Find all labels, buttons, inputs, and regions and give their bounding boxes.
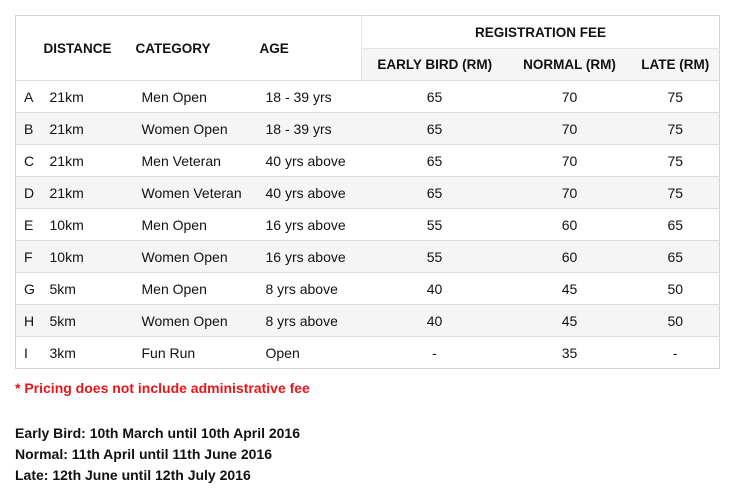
row-normal-fee: 60: [508, 209, 632, 241]
row-id: G: [16, 273, 44, 305]
row-normal-fee: 70: [508, 81, 632, 113]
header-registration-fee: REGISTRATION FEE: [362, 16, 720, 49]
row-id: E: [16, 209, 44, 241]
row-early-bird-fee: 65: [362, 81, 508, 113]
row-early-bird-fee: 40: [362, 273, 508, 305]
row-distance: 21km: [44, 145, 136, 177]
row-normal-fee: 60: [508, 241, 632, 273]
row-id: C: [16, 145, 44, 177]
row-distance: 5km: [44, 305, 136, 337]
row-category: Women Open: [136, 241, 260, 273]
row-id: B: [16, 113, 44, 145]
row-distance: 21km: [44, 113, 136, 145]
row-category: Women Open: [136, 113, 260, 145]
row-normal-fee: 45: [508, 273, 632, 305]
row-distance: 21km: [44, 81, 136, 113]
row-early-bird-fee: 55: [362, 209, 508, 241]
row-late-fee: 65: [632, 209, 720, 241]
row-age: 8 yrs above: [260, 273, 362, 305]
row-normal-fee: 70: [508, 113, 632, 145]
row-distance: 21km: [44, 177, 136, 209]
row-early-bird-fee: 65: [362, 113, 508, 145]
row-category: Women Open: [136, 305, 260, 337]
row-distance: 3km: [44, 337, 136, 369]
header-category: CATEGORY: [135, 40, 211, 56]
row-late-fee: 65: [632, 241, 720, 273]
row-early-bird-fee: 65: [362, 177, 508, 209]
row-early-bird-fee: 40: [362, 305, 508, 337]
table-row: [16, 145, 720, 177]
row-late-fee: 75: [632, 177, 720, 209]
header-late: LATE (RM): [632, 49, 720, 81]
row-id: A: [16, 81, 44, 113]
row-age: Open: [260, 337, 362, 369]
row-age: 18 - 39 yrs: [260, 113, 362, 145]
normal-period: Normal: 11th April until 11th June 2016: [15, 446, 272, 462]
row-id: F: [16, 241, 44, 273]
row-category: Men Open: [136, 273, 260, 305]
row-late-fee: 50: [632, 305, 720, 337]
table-row: [16, 209, 720, 241]
row-early-bird-fee: 65: [362, 145, 508, 177]
row-normal-fee: 35: [508, 337, 632, 369]
row-normal-fee: 70: [508, 145, 632, 177]
header-id: [16, 16, 44, 81]
table-row: [16, 305, 720, 337]
row-early-bird-fee: -: [362, 337, 508, 369]
row-age: 16 yrs above: [260, 241, 362, 273]
late-period: Late: 12th June until 12th July 2016: [15, 467, 251, 483]
row-late-fee: 75: [632, 81, 720, 113]
row-normal-fee: 70: [508, 177, 632, 209]
header-age: AGE: [259, 40, 289, 56]
row-category: Women Veteran: [136, 177, 260, 209]
table-row: [16, 81, 720, 113]
row-early-bird-fee: 55: [362, 241, 508, 273]
table-row: [16, 177, 720, 209]
table-row: [16, 113, 720, 145]
row-distance: 5km: [44, 273, 136, 305]
row-late-fee: -: [632, 337, 720, 369]
row-category: Men Open: [136, 209, 260, 241]
row-id: H: [16, 305, 44, 337]
header-normal: NORMAL (RM): [508, 49, 632, 81]
row-late-fee: 75: [632, 113, 720, 145]
header-distance: DISTANCE: [43, 40, 112, 56]
row-distance: 10km: [44, 241, 136, 273]
header-early-bird: EARLY BIRD (RM): [362, 49, 508, 81]
row-late-fee: 75: [632, 145, 720, 177]
header-row-top: [16, 16, 720, 49]
row-id: I: [16, 337, 44, 369]
table-row: [16, 337, 720, 369]
row-age: 40 yrs above: [260, 177, 362, 209]
row-normal-fee: 45: [508, 305, 632, 337]
row-age: 8 yrs above: [260, 305, 362, 337]
registration-periods: [15, 423, 300, 486]
row-age: 40 yrs above: [260, 145, 362, 177]
row-category: Men Open: [136, 81, 260, 113]
row-age: 18 - 39 yrs: [260, 81, 362, 113]
row-category: Men Veteran: [136, 145, 260, 177]
row-age: 16 yrs above: [260, 209, 362, 241]
row-category: Fun Run: [136, 337, 260, 369]
registration-fee-table: [15, 15, 720, 369]
row-distance: 10km: [44, 209, 136, 241]
early-bird-period: Early Bird: 10th March until 10th April 2016: [15, 425, 301, 441]
row-id: D: [16, 177, 44, 209]
table-row: [16, 241, 720, 273]
row-late-fee: 50: [632, 273, 720, 305]
pricing-note: * Pricing does not include administrative fee: [15, 380, 310, 396]
table-row: [16, 273, 720, 305]
